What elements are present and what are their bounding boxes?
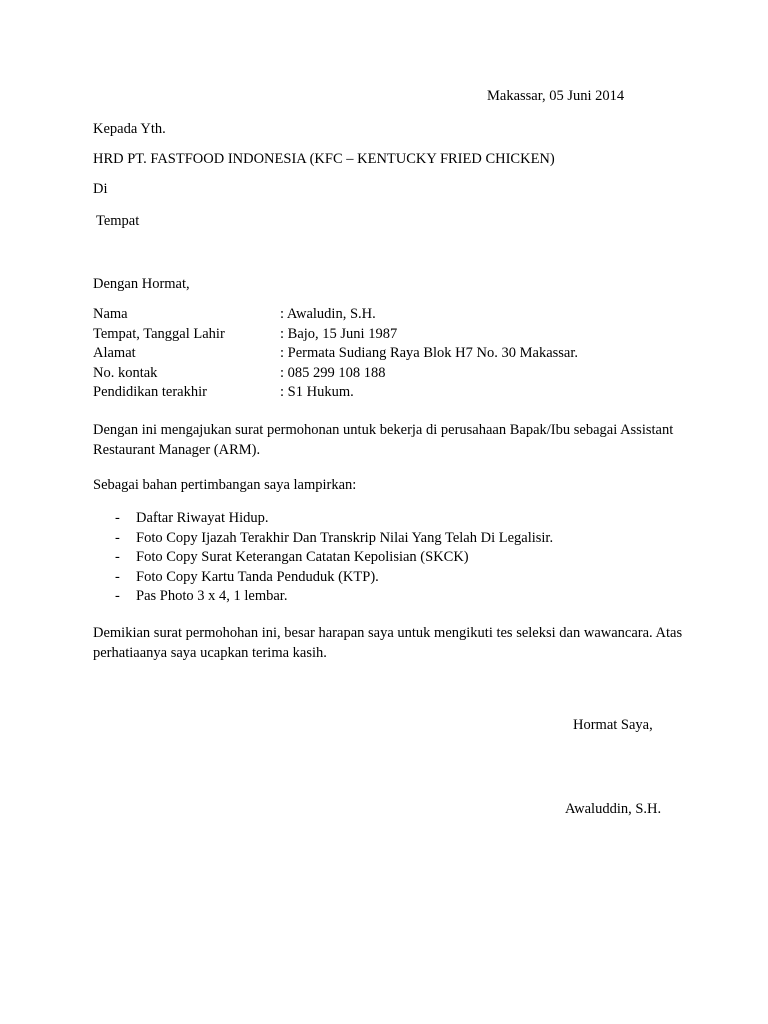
opening-greeting: Dengan Hormat, [93, 276, 190, 292]
info-value: : S1 Hukum. [280, 384, 354, 400]
info-value: : Permata Sudiang Raya Blok H7 No. 30 Makassar. [280, 345, 579, 361]
info-row-name [93, 305, 578, 325]
list-dash: - [115, 549, 120, 565]
info-label: Nama [93, 306, 128, 322]
attachments-intro: Sebagai bahan pertimbangan saya lampirkan: [93, 477, 357, 493]
info-label: No. kontak [93, 364, 158, 381]
info-label: Tempat, Tanggal Lahir [93, 325, 225, 342]
list-item-text: Foto Copy Kartu Tanda Penduduk (KTP). [136, 568, 379, 585]
list-dash: - [115, 529, 120, 546]
list-item-text: Daftar Riwayat Hidup. [136, 510, 269, 526]
list-item-text: Foto Copy Ijazah Terakhir Dan Transkrip Nilai Yang Telah Di Legalisir. [136, 529, 554, 546]
intro-paragraph: Dengan ini mengajukan surat permohonan untuk bekerja di perusahaan Bapak/Ibu sebagai Assistant Restaurant Manager (ARM). [93, 422, 674, 458]
list-item-text: Foto Copy Surat Keterangan Catatan Kepolisian (SKCK) [136, 549, 469, 565]
list-dash: - [115, 588, 120, 604]
di-label: Di [93, 181, 108, 197]
place-label: Tempat [96, 213, 140, 229]
info-value: : Bajo, 15 Juni 1987 [280, 325, 398, 342]
info-label: Pendidikan terakhir [93, 384, 207, 400]
info-label: Alamat [93, 345, 136, 361]
list-dash: - [115, 568, 120, 585]
list-item [115, 509, 553, 529]
list-item [115, 568, 553, 588]
applicant-info [93, 305, 578, 403]
list-item-text: Pas Photo 3 x 4, 1 lembar. [136, 588, 288, 604]
closing-greeting: Hormat Saya, [573, 717, 653, 733]
attachments-list [115, 509, 553, 607]
info-row-birth [93, 325, 578, 345]
info-row-education [93, 383, 578, 403]
closing-paragraph: Demikian surat permohohan ini, besar harapan saya untuk mengikuti tes seleksi dan wawancara. Atas perhatiaanya saya ucapkan terima kasih. [93, 625, 683, 661]
salutation-to: Kepada Yth. [93, 121, 166, 137]
list-dash: - [115, 510, 120, 526]
list-item [115, 548, 553, 568]
recipient: HRD PT. FASTFOOD INDONESIA (KFC – KENTUCKY FRIED CHICKEN) [93, 151, 555, 167]
list-item [115, 587, 553, 607]
list-item [115, 529, 553, 549]
info-value: : 085 299 108 188 [280, 364, 386, 381]
signature-name: Awaluddin, S.H. [565, 801, 662, 817]
info-row-contact [93, 364, 578, 384]
info-row-address [93, 344, 578, 364]
info-value: : Awaludin, S.H. [280, 306, 376, 322]
letter-date: Makassar, 05 Juni 2014 [487, 88, 625, 104]
